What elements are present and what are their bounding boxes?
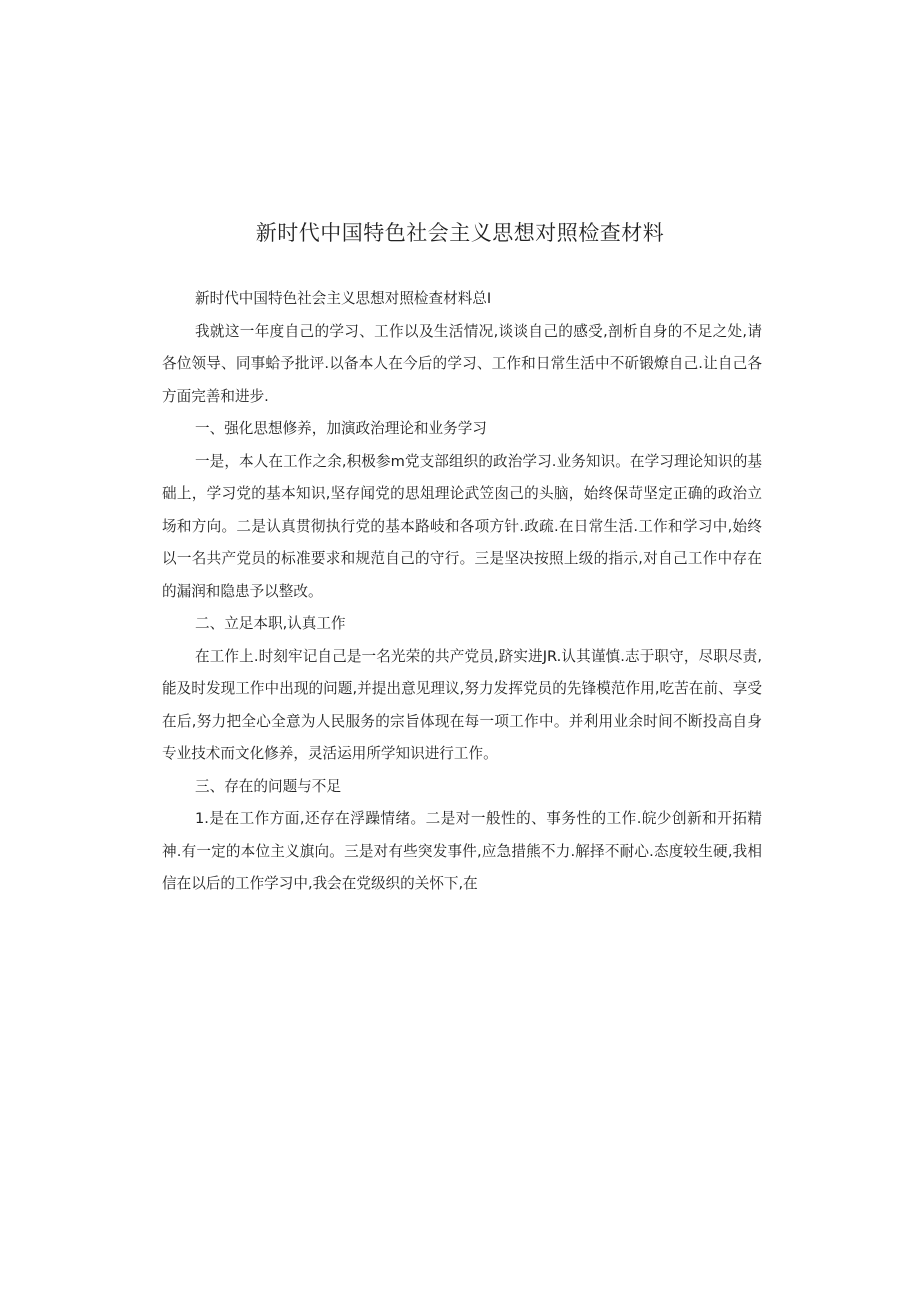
- section-3-paragraph: 1.是在工作方面,还存在浮躁情绪。二是对一般性的、事务性的工作.皖少创新和开拓精神.有一定的本位主义旗向。三是对有些突发事件,应急措熊不力.解择不耐心.态度较生硬,我相信在以后的工作学习中,我会在党级织的关怀下,在: [162, 810, 762, 892]
- intro-paragraph: 我就这一年度自己的学习、工作以及生活情况,谈谈自己的感受,剖析自身的不足之处,请各位领导、同事蛤予批评.以备本人在今后的学习、工作和日常生活中不斫锻燎自己.让自己各方面完善和进步.: [162, 322, 762, 405]
- document-title: 新时代中国特色社会主义思想对照检查材料: [255, 221, 665, 245]
- section-3-heading: 三、存在的问题与不足: [195, 777, 341, 795]
- section-2-heading: 二、立足本职,认真工作: [195, 615, 346, 632]
- document-subtitle: 新时代中国特色社会主义思想对照检查材料总I: [195, 290, 492, 307]
- section-2-paragraph: 在工作上.时刻牢记自己是一名光荣的共产党员,跻实进JR.认其谨慎.志于职守，尽职尽责,能及时发现工作中出现的问题,并提出意见理议,努力发挥党员的先锋模范作用,吃苦在前、享受在后,努力把全心全意为人民服务的宗旨体现在每一项工作中。并利用业余时间不断投高自身专业技术而文化修养，灵活运用所学知识进行工作。: [162, 647, 762, 762]
- section-1-paragraph: 一是，本人在工作之余,积极参m党支部组织的政治学习.业务知识。在学习理论知识的基础上，学习党的基本知识,坚存闻党的思俎理论武笠囱己的头脑，始终保苛坚定正确的政治立场和方向。二是认真贯彻执行党的基本路岐和各项方针.政疏.在日常生活.工作和学习中,始终以一名共产党员的标准要求和规范自己的守行。三是坚决按照上级的指示,对自己工作中存在的漏润和隐患予以整改。: [162, 452, 762, 600]
- section-1-heading: 一、强化思想修养，加演政治理论和业务学习: [195, 420, 487, 437]
- document-body: [162, 283, 762, 901]
